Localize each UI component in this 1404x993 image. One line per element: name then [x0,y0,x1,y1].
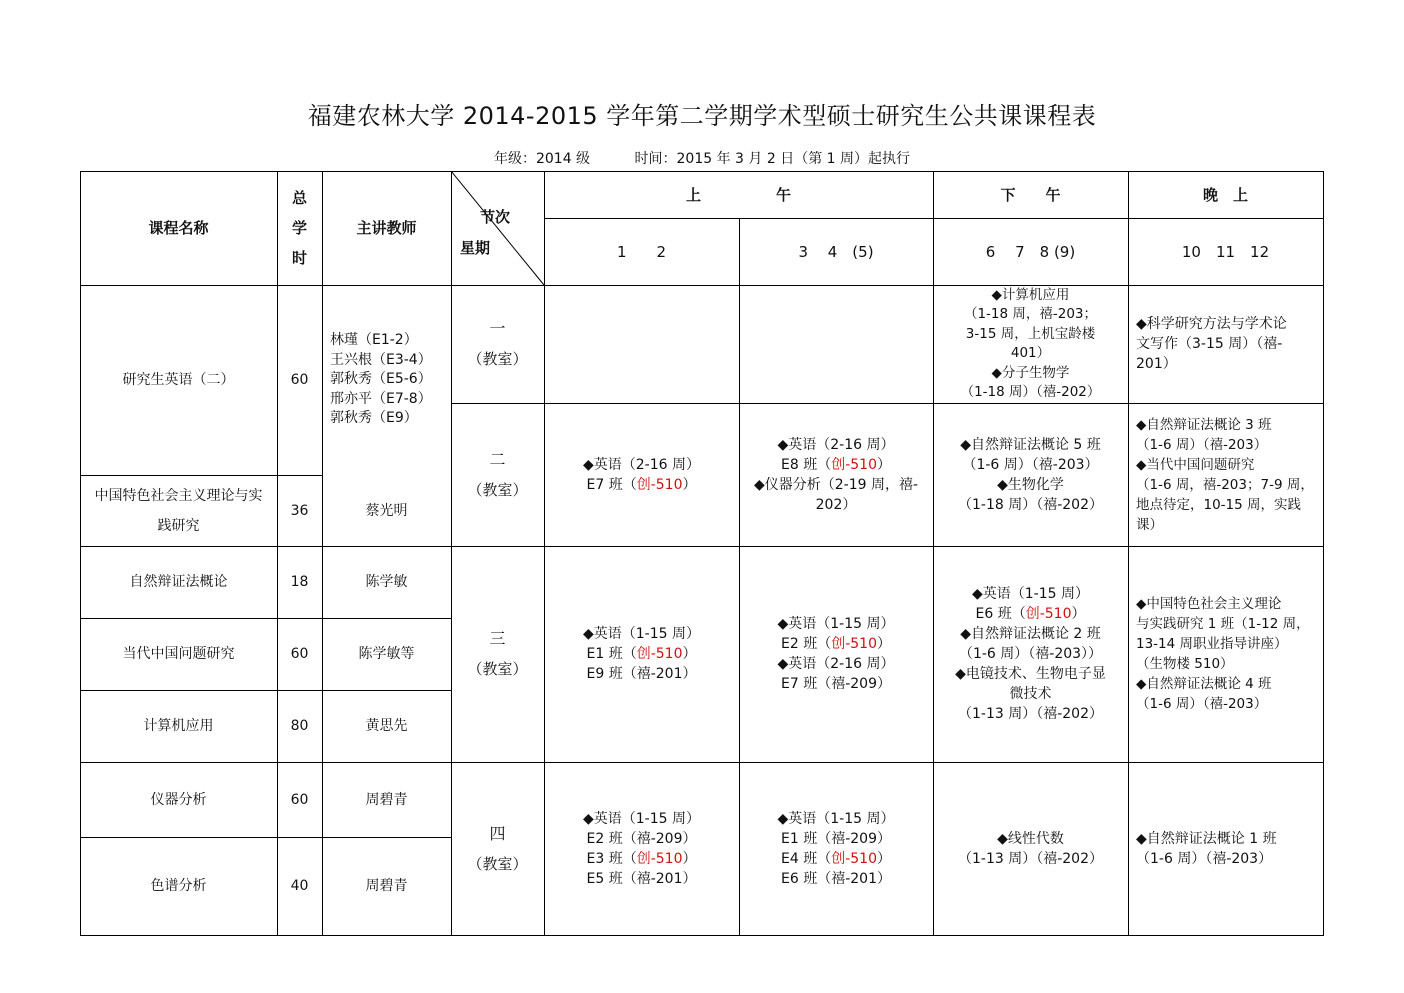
slot-line: 地点待定，10-15 周，实践 [1136,496,1302,513]
slot-line: （1-6 周，禧-203；7-9 周， [1136,476,1314,493]
paren-close: ） [876,456,891,473]
slot-line: ◆英语（1-15 周） [583,626,700,642]
course-name: 研究生英语（二） [122,372,235,388]
slot-line: E9 班（禧-201） [586,666,697,682]
header-total-hours [277,171,322,285]
header-period-10-12: 10 11 12 [1181,242,1270,261]
room-highlight: 创-510 [636,476,683,493]
day-room: （教室） [467,660,528,678]
slot-line [781,634,891,654]
slot-line: ◆自然辩证法概论 4 班 [1136,676,1272,692]
grade-label: 年级：2014 级 [493,151,591,167]
slot-wed-ev [1128,546,1323,762]
course-teacher: 周碧青 [365,878,408,894]
slot-line: ◆电镜技术、生物电子显 [955,666,1106,682]
slot-line: 微技术 [1009,686,1052,702]
course-hours: 60 [290,646,309,662]
slot-line: ◆仪器分析（2-19 周，禧- [753,476,919,493]
slot-tue-pm [933,403,1128,546]
course-teacher: 陈学敏等 [358,646,415,662]
slot-line: ◆科学研究方法与学术论 [1136,316,1287,332]
header-diag-bottom: 星期 [460,239,491,257]
slot-line: E2 班（禧-209） [586,830,697,847]
room-highlight: 创-510 [831,850,877,867]
header-period-1-2: 1 2 [616,242,667,261]
slot-tue-am345 [739,403,933,546]
course-teacher: 黄思先 [365,718,408,734]
slot-line: ◆中国特色社会主义理论 [1136,596,1282,612]
slot-line: （1-18 周，禧-203； [963,306,1098,322]
paren-close: ） [682,850,697,867]
slot-line: 3-15 周，上机宝龄楼 [965,325,1096,342]
slot-line: ◆分子生物学 [991,364,1070,381]
slot-line: E6 班（禧-201） [781,870,891,887]
slot-line: E7 班（禧-209） [781,676,891,692]
slot-line: 202） [815,496,857,513]
day-room: （教室） [467,480,528,499]
header-morning: 上 午 [685,185,791,204]
slot-line: ◆线性代数 [997,830,1064,847]
course-name: 计算机应用 [143,718,214,734]
header-course-name: 课程名称 [148,219,209,237]
teacher-line: 郭秋秀（E5-6） [330,371,432,388]
slot-line: ◆自然辩证法概论 5 班 [960,436,1101,453]
slot-thu-am345 [739,762,933,935]
slot-line: ◆英语（2-16 周） [583,456,700,473]
room-highlight: 创-510 [636,850,683,867]
slot-thu-pm [933,762,1128,935]
slot-mon-ev [1128,285,1323,403]
course-hours: 60 [290,372,309,388]
slot-line: ◆计算机应用 [991,286,1070,303]
day-room: （教室） [467,350,528,368]
slot-line: E1 班（禧-209） [781,830,891,847]
teacher-line: 林瑾（E1-2） [330,332,418,349]
header-total-hours-1: 总 [291,189,307,207]
paren-close: ） [876,850,891,867]
slot-line [781,849,891,869]
slot-line: 文写作（3-15 周）（禧- [1136,336,1283,352]
slot-line: （1-18 周）（禧-202） [960,384,1101,400]
day-name: 四 [489,823,506,843]
slot-line: （1-6 周）（禧-203） [1136,436,1268,453]
day-name: 二 [489,449,506,469]
room-highlight: 创-510 [831,636,877,652]
paren-close: ） [682,476,697,493]
course-name: 自然辩证法概论 [129,574,228,590]
course-teachers [322,285,451,475]
header-teacher: 主讲教师 [356,219,417,237]
room-highlight: 创-510 [831,456,877,473]
class-label: E4 班（ [781,850,832,867]
slot-line: （1-18 周）（禧-202） [958,496,1103,513]
slot-line: ◆英语（2-16 周） [777,656,895,672]
slot-line [976,604,1086,624]
course-hours: 60 [290,791,309,808]
header-evening: 晚 上 [1202,185,1248,204]
slot-thu-am12 [544,762,739,935]
slot-line: （1-6 周）（禧-203）） [958,646,1103,662]
slot-line: 201） [1136,356,1177,372]
slot-thu-ev [1128,762,1323,935]
slot-line: ◆生物化学 [997,476,1064,493]
room-highlight: 创-510 [636,646,683,662]
course-teacher: 陈学敏 [365,574,408,590]
course-hours: 40 [290,878,309,894]
page-subtitle [0,148,1404,168]
class-label: E6 班（ [975,606,1026,622]
slot-line: ◆自然辩证法概论 1 班 [1136,830,1277,847]
teacher-line: 邢亦平（E7-8） [330,390,432,407]
slot-line: （生物楼 510） [1136,656,1234,672]
day-name: 三 [489,629,506,648]
slot-line: （1-6 周）（禧-203） [962,456,1099,473]
slot-line: ◆英语（1-15 周） [972,586,1089,602]
day-name: 一 [489,319,506,338]
slot-line: ◆英语（1-15 周） [777,810,895,827]
slot-line: ◆英语（2-16 周） [777,436,895,453]
day-thursday [451,762,544,935]
header-diag-top: 节次 [480,208,511,226]
slot-line: E5 班（禧-201） [586,870,697,887]
header-period-6-9: 6 7 8 (9) [985,242,1076,261]
paren-close: ） [876,636,891,652]
room-highlight: 创-510 [1025,606,1072,622]
slot-line: （1-6 周）（禧-203） [1136,696,1268,712]
slot-line: ◆当代中国问题研究 [1136,456,1255,473]
time-label: 时间：2015 年 3 月 2 日（第 1 周）起执行 [634,151,911,167]
slot-line [587,644,697,664]
slot-wed-pm [933,546,1128,762]
slot-line [587,475,697,495]
slot-tue-am12 [544,403,739,546]
slot-line [781,455,891,475]
slot-line [587,849,697,869]
teacher-line: 郭秋秀（E9） [330,410,418,427]
course-teacher: 周碧青 [365,791,408,808]
paren-close: ） [682,646,697,662]
page-title: 福建农林大学 2014-2015 学年第二学期学术型硕士研究生公共课课程表 [307,102,1097,130]
slot-mon-pm [933,285,1128,403]
header-total-hours-3: 时 [291,249,307,267]
course-name: 色谱分析 [150,878,207,894]
course-name: 仪器分析 [150,791,207,808]
class-label: E2 班（ [781,636,832,652]
header-period-3-5: 3 4 (5) [798,242,874,261]
slot-line: ◆自然辩证法概论 3 班 [1136,416,1272,433]
slot-line: 401） [1010,345,1051,361]
slot-line: 与实践研究 1 班（1-12 周， [1136,616,1310,632]
slot-line: ◆自然辩证法概论 2 班 [960,626,1101,642]
diagonal-divider [451,171,545,286]
course-hours: 80 [290,718,309,734]
slot-line: （1-6 周）（禧-203） [1136,850,1273,867]
slot-line: （1-13 周）（禧-202） [958,706,1103,722]
class-label: E8 班（ [781,456,832,473]
paren-close: ） [1071,606,1086,622]
teacher-line: 王兴根（E3-4） [330,351,432,368]
slot-line: ◆英语（1-15 周） [777,616,895,632]
class-label: E1 班（ [586,646,637,662]
slot-line: ◆英语（1-15 周） [583,810,700,827]
slot-line: （1-13 周）（禧-202） [958,850,1103,867]
slot-line: 课） [1136,516,1163,533]
course-name: 中国特色社会主义理论与实践研究 [94,487,263,534]
class-label: E3 班（ [586,850,637,867]
header-afternoon: 下 午 [1000,185,1061,204]
day-monday [451,285,544,403]
header-total-hours-2: 学 [291,219,307,237]
slot-wed-am12 [544,546,739,762]
course-teacher: 蔡光明 [365,502,408,519]
class-label: E7 班（ [586,476,637,493]
course-name: 当代中国问题研究 [122,646,235,662]
day-tuesday [451,403,544,546]
day-room: （教室） [467,854,528,873]
slot-tue-ev [1128,403,1323,546]
slot-wed-am345 [739,546,933,762]
course-hours: 18 [290,574,309,590]
day-wednesday [451,546,544,762]
slot-line: 13-14 周职业指导讲座） [1136,636,1288,652]
course-hours: 36 [290,502,309,519]
